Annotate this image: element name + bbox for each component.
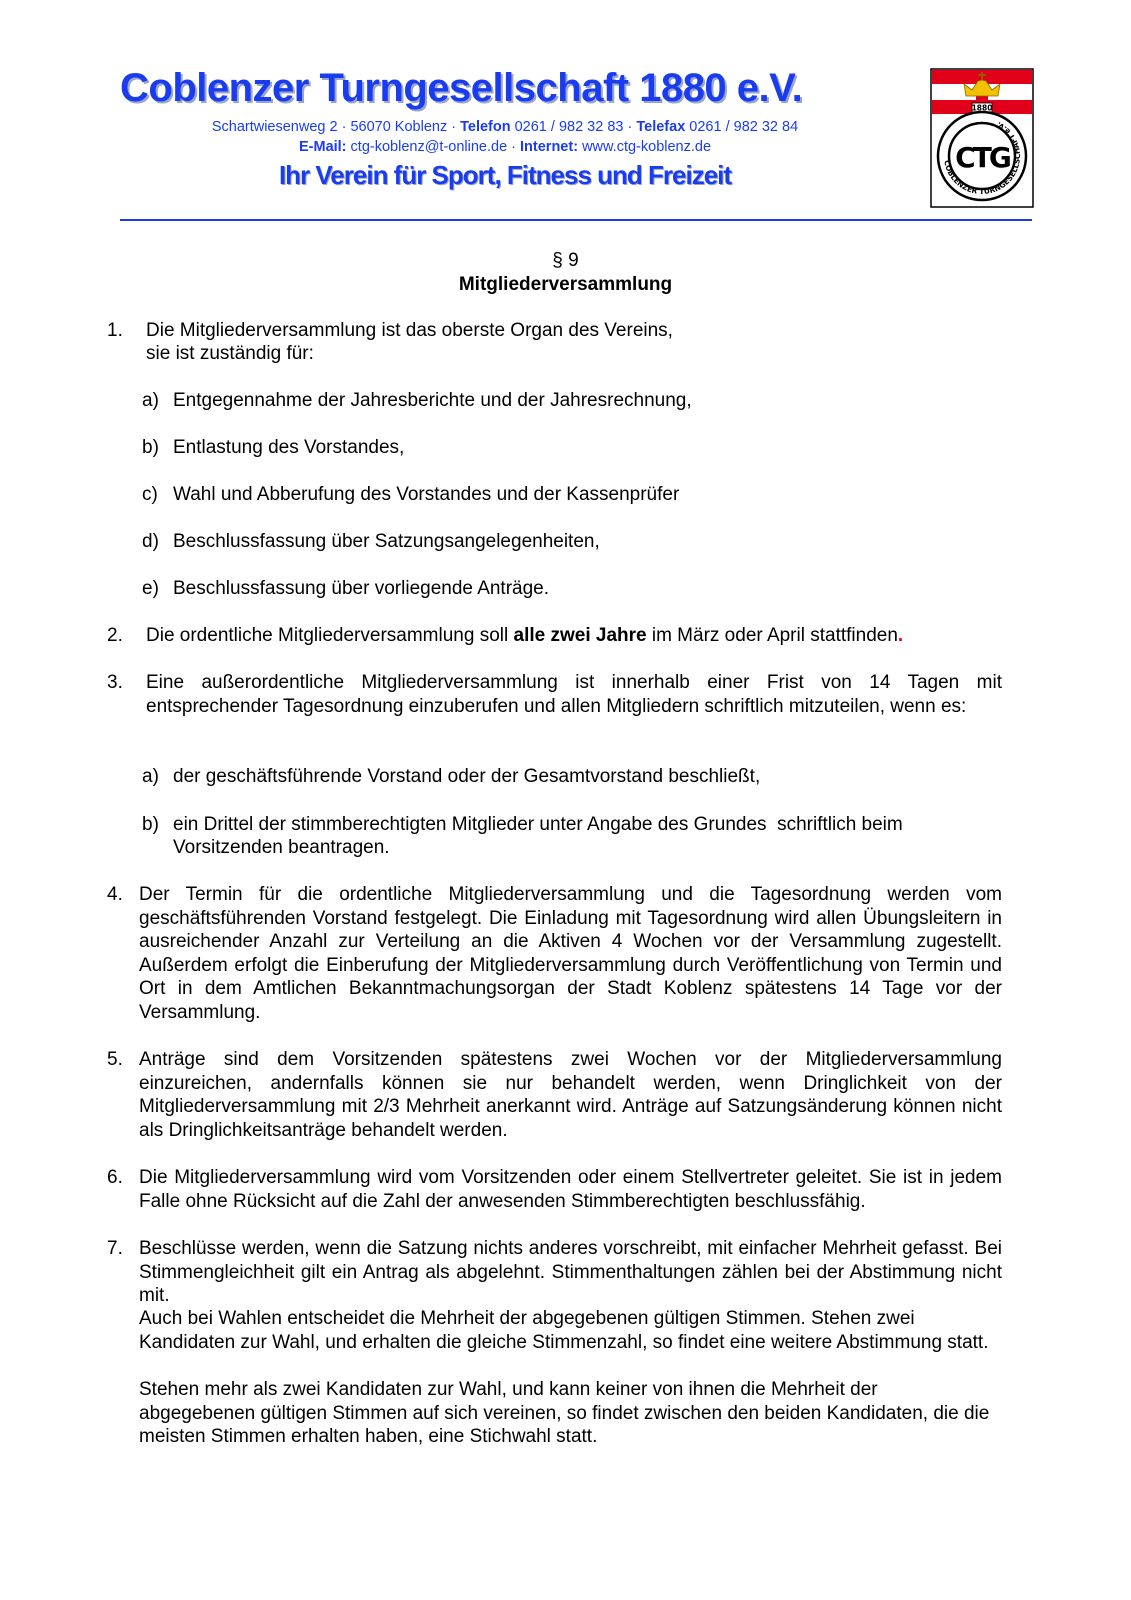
sub-label: c): [142, 484, 158, 505]
item-number: 2.: [107, 625, 123, 646]
item-text: Die Mitgliederversammlung wird vom Vorsitzenden oder einem Stellvertreter geleitet. Sie ist in jedem Falle ohne Rücksicht auf die Zahl der anwesenden Stimmberechtigten beschlussfähig.: [139, 1167, 1002, 1212]
sub-text: Wahl und Abberufung des Vorstandes und der Kassenprüfer: [173, 484, 680, 505]
sub-text: Entlastung des Vorstandes,: [173, 437, 405, 458]
tagline: Ihr Verein für Sport, Fitness und Freizeit: [278, 160, 732, 190]
item-text: Beschlüsse werden, wenn die Satzung nichts anderes vorschreibt, mit einfacher Mehrheit gefasst. Bei Stimmengleichheit gilt ein Antrag als abgelehnt. Stimmenthaltungen zählen bei der Abstimmung nicht mit.: [139, 1238, 1002, 1306]
item-number: 4.: [107, 884, 123, 905]
item-text-part: Die ordentliche Mitgliederversammlung soll: [146, 625, 514, 646]
contact-line-address: [120, 119, 890, 135]
sub-text: ein Drittel der stimmberechtigten Mitglieder unter Angabe des Grundes schriftlich beim: [173, 814, 903, 835]
item-number: 1.: [107, 320, 123, 341]
club-name: Coblenzer Turngesellschaft 1880 e.V.: [120, 66, 803, 110]
address: Schartwiesenweg 2 · 56070 Koblenz ·: [211, 119, 457, 135]
item-text: Eine außerordentliche Mitgliederversammlung ist innerhalb einer Frist von 14 Tagen mit entsprechender Tagesordnung einzuberufen und allen Mitgliedern schriftlich mitzuteilen, wenn es:: [146, 672, 1002, 717]
item-number: 6.: [107, 1167, 123, 1188]
sub-text: der geschäftsführende Vorstand oder der Gesamtvorstand beschließt,: [173, 766, 761, 787]
internet: www.ctg-koblenz.de: [582, 139, 712, 155]
item-text-part: im März oder April stattfinden: [646, 625, 898, 646]
item-text: [146, 624, 1006, 648]
section-title: Mitgliederversammlung: [458, 274, 673, 295]
email-label: E-Mail:: [298, 139, 347, 155]
item-number: 3.: [107, 672, 123, 693]
ctg-crest-icon: [930, 68, 1034, 208]
internet-label: Internet:: [520, 139, 579, 155]
fax: 0261 / 982 32 84: [689, 119, 799, 135]
sub-label: a): [142, 390, 159, 411]
item-text: Stehen mehr als zwei Kandidaten zur Wahl, und kann keiner von ihnen die Mehrheit der abgegebenen gültigen Stimmen auf sich vereinen, so findet zwischen den beiden Kandidaten, die die meisten Stimmen erhalten haben, eine Stichwahl statt.: [139, 1379, 990, 1447]
sub-text: Entgegennahme der Jahresberichte und der Jahresrechnung,: [173, 390, 692, 411]
sub-label: e): [142, 578, 159, 599]
logo-monogram: CTG: [955, 141, 1009, 174]
item-number: 7.: [107, 1238, 123, 1259]
item-text-bold: alle zwei Jahre: [513, 625, 647, 646]
item-text: Anträge sind dem Vorsitzenden spätestens zwei Wochen vor der Mitgliederversammlung einzureichen, andernfalls können sie nur behandelt werden, wenn Dringlichkeit von der Mitgliederversammlung mit 2/3 Mehrheit anerkannt wird. Anträge auf Satzungsänderung können nicht als Dringlichkeitsanträge behandelt werden.: [139, 1049, 1002, 1141]
sub-text: Beschlussfassung über Satzungsangelegenheiten,: [173, 531, 600, 552]
item-text: Die Mitgliederversammlung ist das oberste Organ des Vereins,: [146, 320, 673, 341]
phone-label: Telefon: [460, 119, 511, 135]
sub-label: a): [142, 766, 159, 787]
logo-year: 1880: [971, 103, 993, 113]
sub-label: b): [142, 814, 159, 835]
sub-text: Vorsitzenden beantragen.: [173, 837, 390, 858]
phone: 0261 / 982 32 83 ·: [514, 119, 633, 135]
sub-label: b): [142, 437, 159, 458]
section-number: § 9: [552, 250, 579, 271]
header-divider: [120, 219, 1032, 221]
fax-label: Telefax: [636, 119, 686, 135]
sub-text: Beschlussfassung über vorliegende Anträge.: [173, 578, 550, 599]
contact-line-online: [120, 139, 890, 155]
email: ctg-koblenz@t-online.de ·: [350, 139, 516, 155]
letterhead: [0, 0, 1131, 230]
logo-ring-text: COBLENZER TURNGESELLSCHAFT e.V.: [942, 120, 1023, 197]
item-number: 5.: [107, 1049, 123, 1070]
sub-label: d): [142, 531, 159, 552]
red-period: .: [897, 625, 904, 646]
item-text: Der Termin für die ordentliche Mitgliederversammlung und die Tagesordnung werden vom geschäftsführenden Vorstand festgelegt. Die Einladung mit Tagesordnung wird allen Übungsleitern in ausreichender Anzahl zur Verteilung an die Aktiven 4 Wochen vor der Versammlung zugestellt. Außerdem erfolgt die Einberufung der Mitgliederversammlung durch Veröffentlichung von Termin und Ort in dem Amtlichen Bekanntmachungsorgan der Stadt Koblenz spätestens 14 Tage vor der Versammlung.: [139, 884, 1002, 1023]
item-text: sie ist zuständig für:: [146, 343, 314, 364]
item-text: Auch bei Wahlen entscheidet die Mehrheit der abgegebenen gültigen Stimmen. Stehen zwei Kandidaten zur Wahl, und erhalten die gleiche Stimmenzahl, so findet eine weitere Abstimmung statt.: [139, 1308, 989, 1353]
